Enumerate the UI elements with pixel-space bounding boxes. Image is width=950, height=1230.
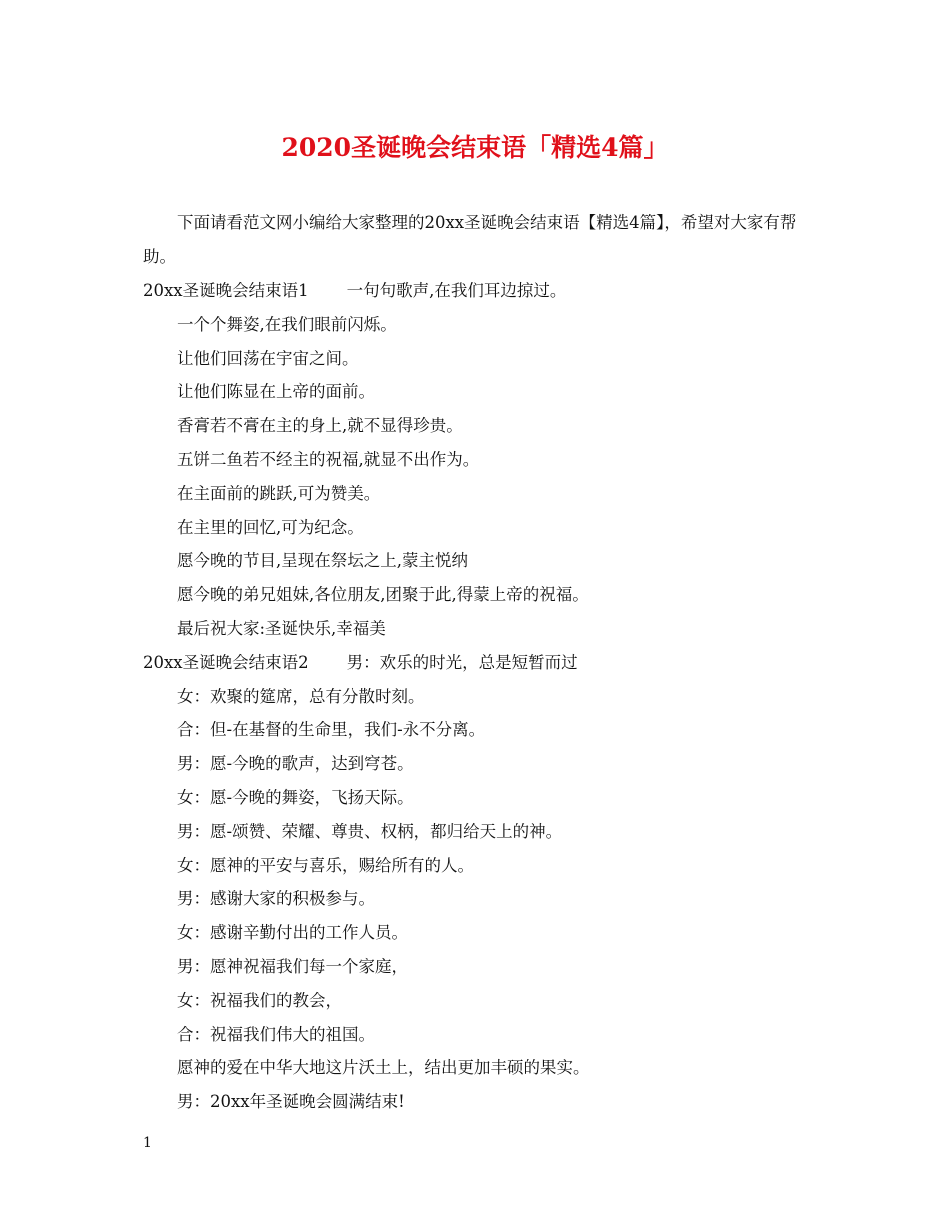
body-line xyxy=(143,544,823,578)
line-text: 女：愿神的平安与喜乐，赐给所有的人。 xyxy=(177,855,474,875)
line-text: 让他们回荡在宇宙之间。 xyxy=(177,348,359,368)
body-line xyxy=(143,612,823,646)
body-line xyxy=(143,882,823,916)
body-line xyxy=(143,815,823,849)
body-line xyxy=(143,747,823,781)
body-line xyxy=(143,443,823,477)
body-line xyxy=(143,950,823,984)
line-text: 愿今晚的节目,呈现在祭坛之上,蒙主悦纳 xyxy=(177,551,468,571)
line-text: 合：祝福我们伟大的祖国。 xyxy=(177,1024,375,1044)
line-text: 让他们陈显在上帝的面前。 xyxy=(177,382,375,402)
line-text: 男：愿-今晚的歌声，达到穹苍。 xyxy=(177,754,414,774)
line-text: 在主里的回忆,可为纪念。 xyxy=(177,517,364,537)
body-line xyxy=(143,713,823,747)
body-line xyxy=(143,578,823,612)
section-heading-line xyxy=(143,646,823,680)
section-label: 20xx圣诞晚会结束语1 xyxy=(143,281,309,300)
body-line xyxy=(143,916,823,950)
line-text: 女：祝福我们的教会， xyxy=(177,990,342,1010)
line-text: 女：愿-今晚的舞姿，飞扬天际。 xyxy=(177,787,414,807)
body-line xyxy=(143,409,823,443)
line-text: 最后祝大家:圣诞快乐,幸福美 xyxy=(177,618,386,638)
body-line xyxy=(143,511,823,545)
line-text: 男：感谢大家的积极参与。 xyxy=(177,889,375,909)
body-line xyxy=(143,1085,823,1119)
line-text: 女：欢聚的筵席，总有分散时刻。 xyxy=(177,686,425,706)
body-line xyxy=(143,781,823,815)
page-number: 1 xyxy=(143,1135,152,1151)
line-text: 男：愿-颂赞、荣耀、尊贵、权柄，都归给天上的神。 xyxy=(177,821,563,841)
line-text: 愿神的爱在中华大地这片沃土上，结出更加丰硕的果实。 xyxy=(177,1058,590,1078)
body-line xyxy=(143,308,823,342)
section-label: 20xx圣诞晚会结束语2 xyxy=(143,652,309,672)
body-line xyxy=(143,984,823,1018)
line-text: 香膏若不膏在主的身上,就不显得珍贵。 xyxy=(177,416,463,436)
line-text: 女：感谢辛勤付出的工作人员。 xyxy=(177,923,408,943)
line-text: 一个个舞姿,在我们眼前闪烁。 xyxy=(177,314,397,334)
body-line xyxy=(143,375,823,409)
body-line xyxy=(143,680,823,714)
body-lines xyxy=(143,274,823,1119)
line-text: 男：20xx年圣诞晚会圆满结束! xyxy=(177,1092,405,1112)
section-heading-line xyxy=(143,274,823,308)
body-line xyxy=(143,342,823,376)
line-text: 一句句歌声,在我们耳边掠过。 xyxy=(346,281,567,300)
intro-paragraph: 下面请看范文网小编给大家整理的20xx圣诞晚会结束语【精选4篇】，希望对大家有帮助。 xyxy=(143,213,797,266)
line-text: 合：但-在基督的生命里，我们-永不分离。 xyxy=(177,720,486,740)
body-line xyxy=(143,1018,823,1052)
line-text: 男：欢乐的时光，总是短暂而过 xyxy=(346,652,578,672)
body-line xyxy=(143,849,823,883)
line-text: 在主面前的跳跃,可为赞美。 xyxy=(177,483,381,503)
line-text: 愿今晚的弟兄姐妹,各位朋友,团聚于此,得蒙上帝的祝福。 xyxy=(177,585,589,605)
line-text: 五饼二鱼若不经主的祝福,就显不出作为。 xyxy=(177,449,480,469)
line-text: 男：愿神祝福我们每一个家庭， xyxy=(177,956,408,976)
body-line xyxy=(143,1051,823,1085)
body-line xyxy=(143,477,823,511)
document-title: 2020圣诞晚会结束语「精选4篇」 xyxy=(281,133,669,162)
